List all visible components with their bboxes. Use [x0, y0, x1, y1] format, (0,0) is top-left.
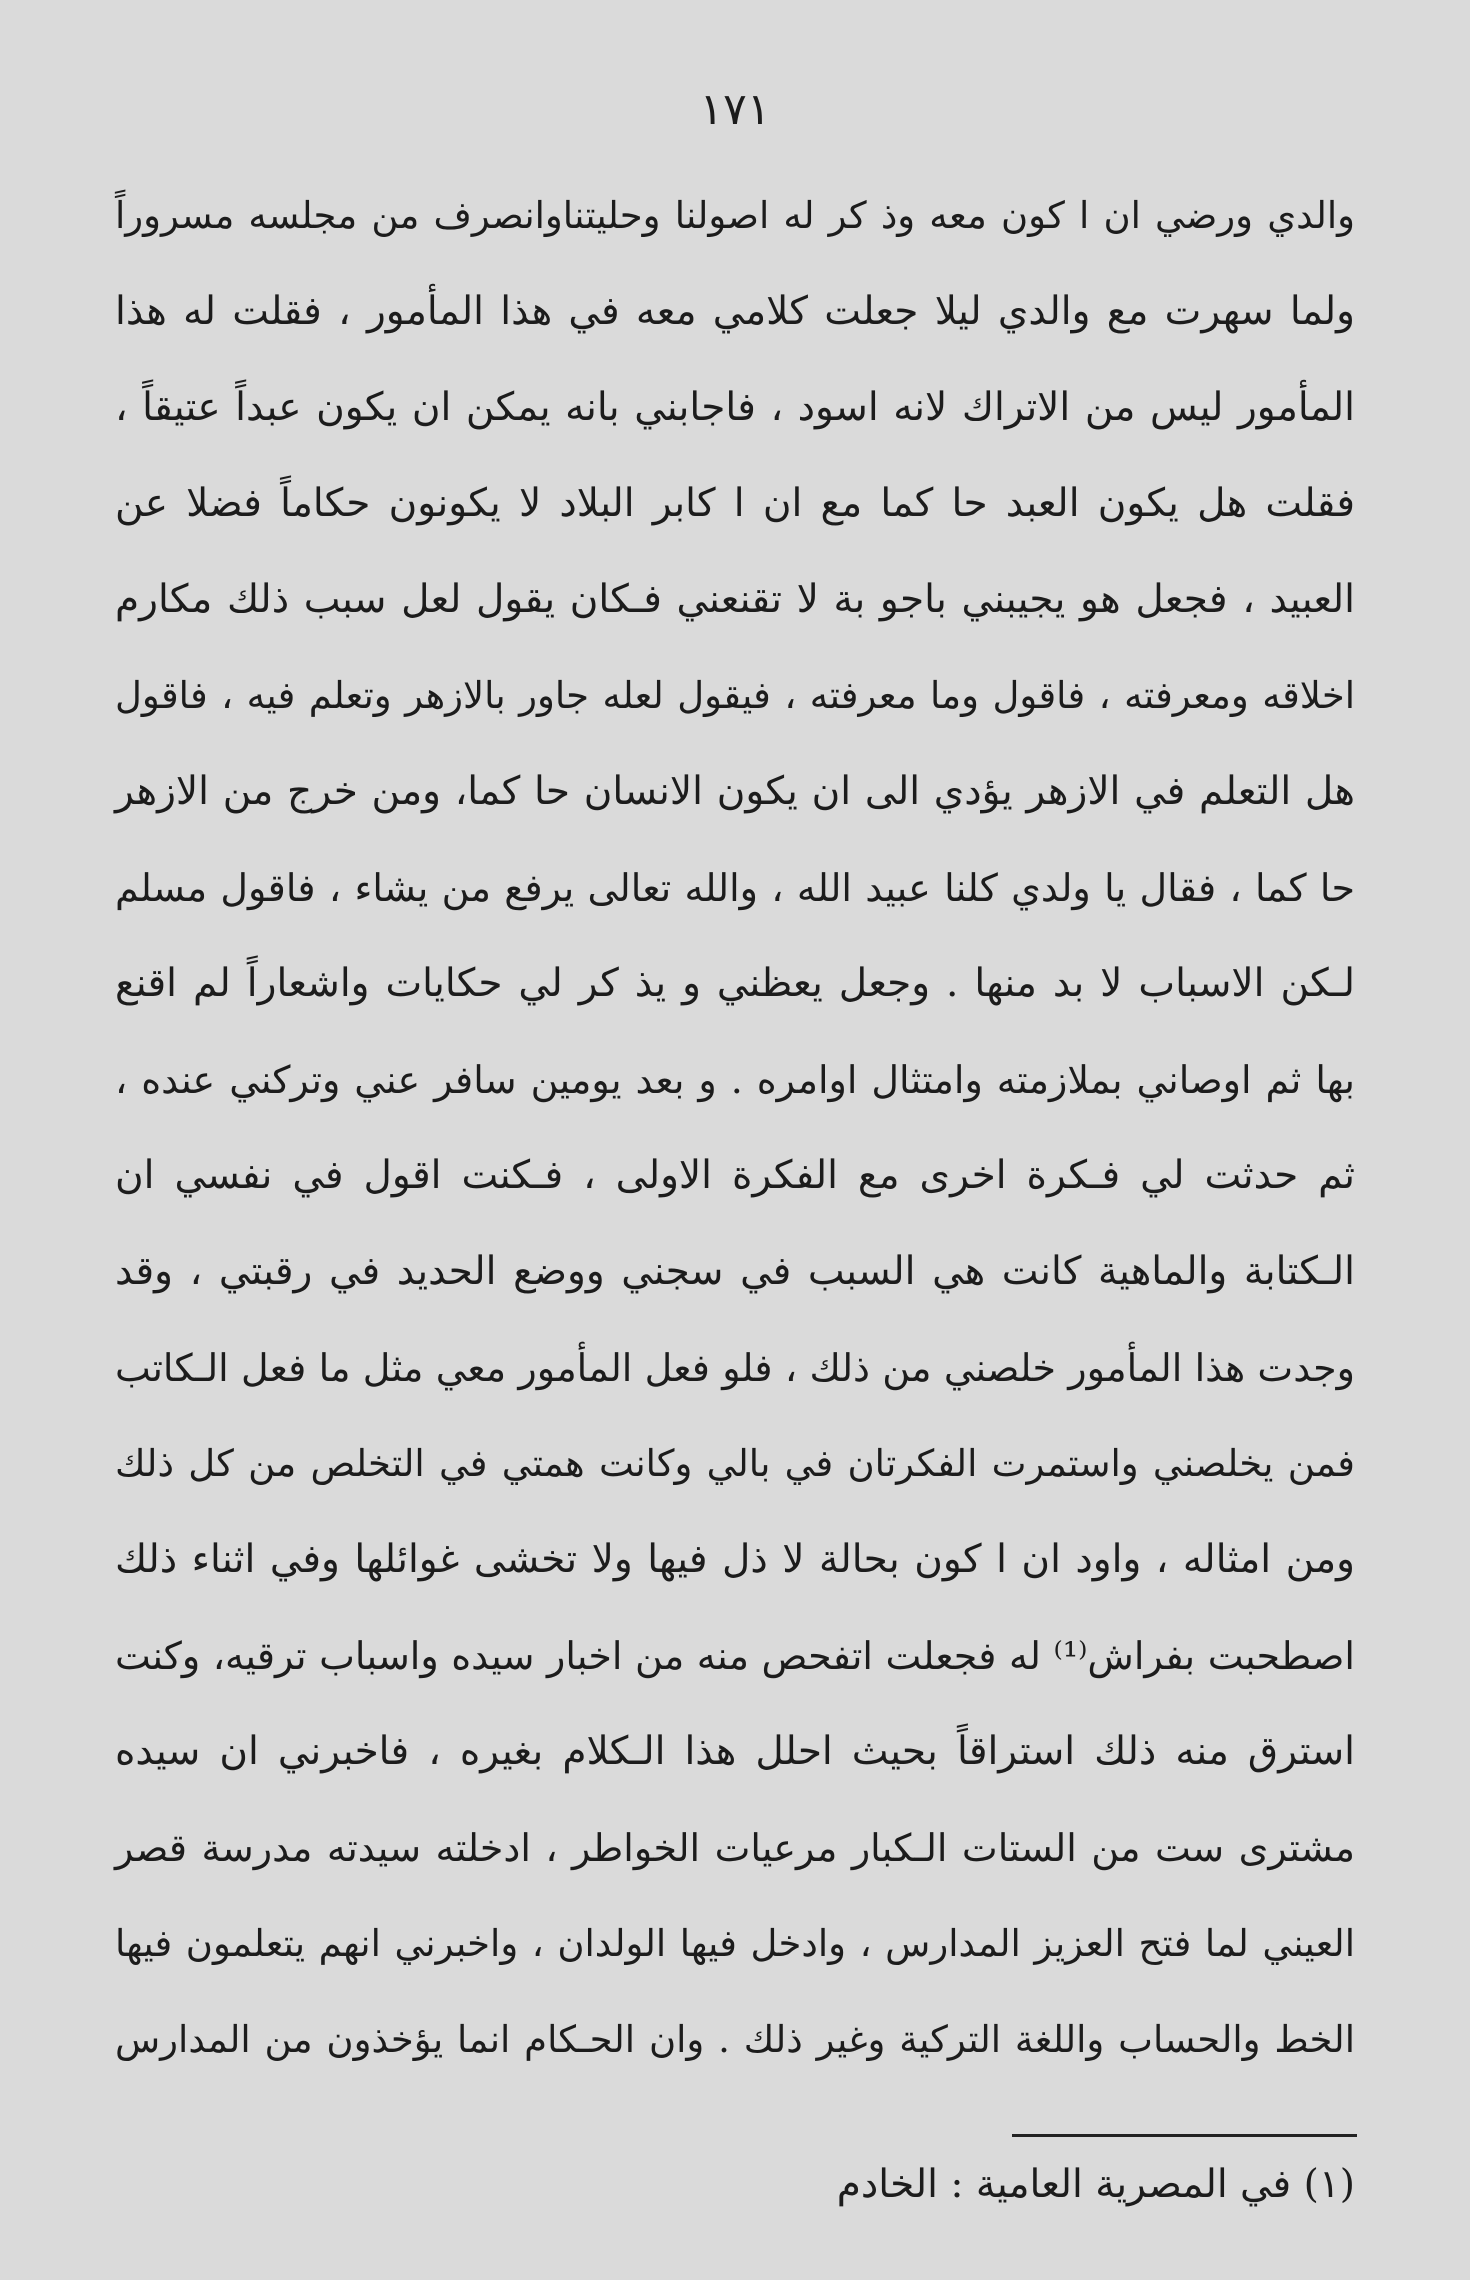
text-line: الـكتابة والماهية كانت هي السبب في سجني ووضع الحديد في رقبتي ، وقد [115, 1249, 1355, 1294]
text-line: اخلاقه ومعرفته ، فاقول وما معرفته ، فيقول لعله جاور بالازهر وتعلم فيه ، فاقول [115, 674, 1355, 717]
text-line: ثم حدثت لي فـكرة اخرى مع الفكرة الاولى ، فـكنت اقول في نفسي ان [115, 1153, 1355, 1198]
text-line: ولما سهرت مع والدي ليلا جعلت كلامي معه في هذا المأمور ، فقلت له هذا [115, 289, 1355, 334]
text-line: مشترى ست من الستات الـكبار مرعيات الخواطر ، ادخلته سيدته مدرسة قصر [115, 1826, 1355, 1870]
text-line: فمن يخلصني واستمرت الفكرتان في بالي وكانت همتي في التخلص من كل ذلك [115, 1442, 1355, 1485]
text-line: وجدت هذا المأمور خلصني من ذلك ، فلو فعل المأمور معي مثل ما فعل الـكاتب [115, 1346, 1355, 1390]
text-line: استرق منه ذلك استراقاً بحيث احلل هذا الـكلام بغيره ، فاخبرني ان سيده [115, 1729, 1355, 1774]
text-line: هل التعلم في الازهر يؤدي الى ان يكون الانسان حا كما، ومن خرج من الازهر [115, 769, 1355, 814]
text-line: العبيد ، فجعل هو يجيبني باجو بة لا تقنعني فـكان يقول لعل سبب ذلك مكارم [115, 577, 1355, 622]
text-line: والدي ورضي ان ا كون معه وذ كر له اصولنا وحليتناوانصرف من مجلسه مسروراً [115, 194, 1355, 237]
text-line: اصطحبت بفراش⁽¹⁾ له فجعلت اتفحص منه من اخبار سيده واسباب ترقيه، وكنت [115, 1634, 1355, 1678]
page-number: ١٧١ [699, 84, 771, 135]
text-line: لـكن الاسباب لا بد منها . وجعل يعظني و يذ كر لي حكايات واشعاراً لم اقنع [115, 961, 1355, 1006]
text-line: فقلت هل يكون العبد حا كما مع ان ا كابر البلاد لا يكونون حكاماً فضلا عن [115, 481, 1355, 526]
footnote-divider [1012, 2134, 1357, 2137]
text-line: المأمور ليس من الاتراك لانه اسود ، فاجابني بانه يمكن ان يكون عبداً عتيقاً ، [115, 385, 1355, 430]
text-line: حا كما ، فقال يا ولدي كلنا عبيد الله ، والله تعالى يرفع من يشاء ، فاقول مسلم [115, 866, 1355, 910]
footnote: (١) في المصرية العامية : الخادم [836, 2162, 1355, 2207]
text-line: ومن امثاله ، واود ان ا كون بحالة لا ذل فيها ولا تخشى غوائلها وفي اثناء ذلك [115, 1537, 1355, 1582]
text-line: بها ثم اوصاني بملازمته وامتثال اوامره . و بعد يومين سافر عني وتركني عنده ، [115, 1058, 1355, 1102]
body-text [115, 168, 1355, 2088]
text-line: الخط والحساب واللغة التركية وغير ذلك . وان الحـكام انما يؤخذون من المدارس [115, 2018, 1355, 2061]
text-line: العيني لما فتح العزيز المدارس ، وادخل فيها الولدان ، واخبرني انهم يتعلمون فيها [115, 1922, 1355, 1965]
